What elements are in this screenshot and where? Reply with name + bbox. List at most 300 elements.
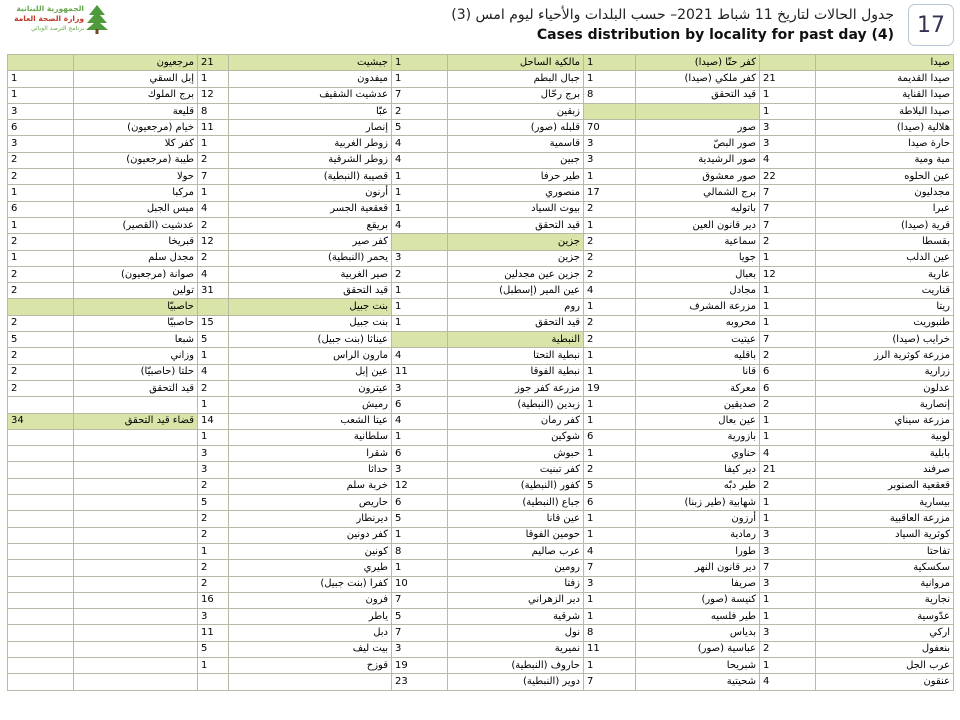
locality-cell: تفاحتا <box>816 543 954 559</box>
locality-cell: مزرعة كفر جوز <box>448 380 584 396</box>
locality-cell: أرزون <box>636 511 760 527</box>
locality-cell: منصوري <box>448 185 584 201</box>
case-count-cell: 8 <box>584 87 636 103</box>
table-row <box>8 543 954 559</box>
table-row <box>8 120 954 136</box>
case-count-cell: 3 <box>8 136 74 152</box>
locality-cell: قيد التحقق <box>229 283 392 299</box>
locality-cell <box>74 592 198 608</box>
case-count-cell: 1 <box>198 543 229 559</box>
case-count-cell: 34 <box>8 413 74 429</box>
case-count-cell: 2 <box>760 641 816 657</box>
locality-cell: عين بعال <box>636 413 760 429</box>
locality-cell: قناريت <box>816 283 954 299</box>
locality-cell: عين الحلوه <box>816 169 954 185</box>
case-count-cell: 2 <box>584 201 636 217</box>
logo-line-2: وزارة الصحة العامة <box>14 14 84 23</box>
case-count-cell: 7 <box>760 185 816 201</box>
locality-cell <box>74 560 198 576</box>
locality-cell: صور معشوق <box>636 169 760 185</box>
case-count-cell: 2 <box>198 576 229 592</box>
locality-cell: عدّوسية <box>816 609 954 625</box>
case-count-cell: 1 <box>392 55 448 71</box>
case-count-cell: 3 <box>760 625 816 641</box>
case-count-cell: 3 <box>8 103 74 119</box>
case-count-cell: 4 <box>760 674 816 690</box>
case-count-cell: 1 <box>198 657 229 673</box>
case-count-cell: 3 <box>760 576 816 592</box>
locality-cell: قصيبة (النبطية) <box>229 169 392 185</box>
case-count-cell: 2 <box>8 234 74 250</box>
locality-cell: خربة سلم <box>229 478 392 494</box>
locality-cell <box>74 495 198 511</box>
locality-cell: دير قانون العين <box>636 217 760 233</box>
locality-cell: صديقين <box>636 397 760 413</box>
page-header <box>0 0 960 52</box>
locality-cell: هلالية (صيدا) <box>816 120 954 136</box>
locality-cell: صيدا القناية <box>816 87 954 103</box>
table-row <box>8 299 954 315</box>
locality-cell: قيد التحقق <box>448 217 584 233</box>
case-count-cell: 2 <box>8 283 74 299</box>
table-row <box>8 478 954 494</box>
case-count-cell <box>8 299 74 315</box>
locality-cell: فرون <box>229 592 392 608</box>
table-row <box>8 315 954 331</box>
case-count-cell: 11 <box>392 364 448 380</box>
table-row <box>8 625 954 641</box>
table-row <box>8 380 954 396</box>
case-count-cell <box>8 560 74 576</box>
locality-cell: قلبله (صور) <box>448 120 584 136</box>
locality-cell: جزين عين مجدلين <box>448 266 584 282</box>
case-count-cell: 5 <box>8 332 74 348</box>
case-count-cell: 7 <box>760 201 816 217</box>
locality-cell: شحيتية <box>636 674 760 690</box>
locality-cell: كفر دونين <box>229 527 392 543</box>
case-count-cell: 1 <box>760 315 816 331</box>
locality-cell: محروبه <box>636 315 760 331</box>
case-count-cell: 12 <box>198 87 229 103</box>
table-row <box>8 657 954 673</box>
locality-cell: صيدا البلاطة <box>816 103 954 119</box>
locality-cell: أرنون <box>229 185 392 201</box>
locality-cell: قعقعية الصنوبر <box>816 478 954 494</box>
locality-cell: زبدين (النبطية) <box>448 397 584 413</box>
locality-cell: طيري <box>229 560 392 576</box>
locality-cell: حاروف (النبطية) <box>448 657 584 673</box>
case-count-cell <box>8 527 74 543</box>
locality-cell: قرية (صيدا) <box>816 217 954 233</box>
case-count-cell: 6 <box>8 120 74 136</box>
locality-cell: قعقعية الجسر <box>229 201 392 217</box>
locality-cell: صور البصّ <box>636 136 760 152</box>
locality-cell: مالكية الساحل <box>448 55 584 71</box>
case-count-cell <box>8 446 74 462</box>
case-count-cell: 1 <box>584 657 636 673</box>
case-count-cell <box>8 609 74 625</box>
case-count-cell <box>8 397 74 413</box>
case-count-cell: 3 <box>760 120 816 136</box>
locality-cell: حاصبيّا <box>74 299 198 315</box>
case-count-cell: 2 <box>198 511 229 527</box>
locality-cell: شوكين <box>448 429 584 445</box>
locality-cell: حومين الفوقا <box>448 527 584 543</box>
locality-cell: قيد التحقق <box>74 380 198 396</box>
case-count-cell: 1 <box>392 201 448 217</box>
case-count-cell: 1 <box>198 136 229 152</box>
table-row <box>8 446 954 462</box>
locality-cell: نبطية التحتا <box>448 348 584 364</box>
locality-cell: عين الدلب <box>816 250 954 266</box>
locality-cell <box>74 674 198 690</box>
case-count-cell: 4 <box>392 348 448 364</box>
case-count-cell: 12 <box>198 234 229 250</box>
case-count-cell: 3 <box>392 380 448 396</box>
case-count-cell: 1 <box>198 348 229 364</box>
locality-cell: قوزح <box>229 657 392 673</box>
locality-cell: عدشيت الشقيف <box>229 87 392 103</box>
locality-cell: عيناثا (بنت جبيل) <box>229 332 392 348</box>
case-count-cell <box>8 495 74 511</box>
case-count-cell <box>392 332 448 348</box>
case-count-cell <box>760 55 816 71</box>
locality-cell <box>74 543 198 559</box>
locality-cell: قانا <box>636 364 760 380</box>
case-count-cell: 1 <box>584 348 636 364</box>
case-count-cell: 2 <box>760 397 816 413</box>
locality-cell: ميفدون <box>229 71 392 87</box>
case-count-cell: 4 <box>584 283 636 299</box>
case-count-cell: 6 <box>8 201 74 217</box>
case-count-cell: 2 <box>584 315 636 331</box>
locality-cell: مجدليون <box>816 185 954 201</box>
ministry-logo <box>10 4 108 36</box>
page-number: 17 <box>908 4 954 46</box>
locality-cell: قاسمية <box>448 136 584 152</box>
locality-cell: نجارية <box>816 592 954 608</box>
cases-table-body <box>8 55 954 691</box>
locality-cell: حداثا <box>229 462 392 478</box>
case-count-cell: 1 <box>760 87 816 103</box>
locality-cell: زوطر الغربية <box>229 136 392 152</box>
case-count-cell: 2 <box>392 103 448 119</box>
case-count-cell: 3 <box>198 446 229 462</box>
case-count-cell: 11 <box>584 641 636 657</box>
locality-cell: صير الغربية <box>229 266 392 282</box>
case-count-cell <box>8 511 74 527</box>
locality-cell: ياطر <box>229 609 392 625</box>
table-row <box>8 234 954 250</box>
case-count-cell: 21 <box>198 55 229 71</box>
case-count-cell: 31 <box>198 283 229 299</box>
locality-cell: ميس الجبل <box>74 201 198 217</box>
case-count-cell: 6 <box>760 380 816 396</box>
locality-cell: زوطر الشرقية <box>229 152 392 168</box>
table-row <box>8 527 954 543</box>
locality-cell <box>636 103 760 119</box>
locality-cell: مزرعة كوثرية الرز <box>816 348 954 364</box>
case-count-cell: 19 <box>392 657 448 673</box>
locality-cell: حارة صيدا <box>816 136 954 152</box>
case-count-cell: 3 <box>392 462 448 478</box>
case-count-cell: 16 <box>198 592 229 608</box>
locality-cell: جبال البطم <box>448 71 584 87</box>
locality-cell: رميش <box>229 397 392 413</box>
locality-cell: رومين <box>448 560 584 576</box>
case-count-cell: 5 <box>584 478 636 494</box>
case-count-cell: 5 <box>198 641 229 657</box>
case-count-cell: 1 <box>584 169 636 185</box>
locality-cell <box>74 429 198 445</box>
locality-cell: يحمر (النبطية) <box>229 250 392 266</box>
case-count-cell: 2 <box>198 250 229 266</box>
locality-cell: كفرا (بنت جبيل) <box>229 576 392 592</box>
locality-cell: جبشيت <box>229 55 392 71</box>
case-count-cell: 1 <box>760 495 816 511</box>
table-row <box>8 169 954 185</box>
table-row <box>8 674 954 690</box>
case-count-cell: 4 <box>392 217 448 233</box>
case-count-cell: 4 <box>584 543 636 559</box>
locality-cell: حلتا (حاصبيّا) <box>74 364 198 380</box>
case-count-cell <box>8 592 74 608</box>
case-count-cell: 1 <box>584 446 636 462</box>
logo-text <box>10 4 84 34</box>
case-count-cell: 8 <box>584 625 636 641</box>
locality-cell: باقليه <box>636 348 760 364</box>
locality-cell: عبرا <box>816 201 954 217</box>
locality-cell: نبطية الفوقا <box>448 364 584 380</box>
case-count-cell: 8 <box>392 543 448 559</box>
locality-cell: بنت جبيل <box>229 299 392 315</box>
case-count-cell: 1 <box>584 364 636 380</box>
logo-line-1: الجمهورية اللبنانية <box>16 4 84 13</box>
case-count-cell: 5 <box>198 332 229 348</box>
locality-cell: صوانة (مرجعيون) <box>74 266 198 282</box>
case-count-cell: 1 <box>760 609 816 625</box>
case-count-cell: 2 <box>584 266 636 282</box>
locality-cell: طير حرفا <box>448 169 584 185</box>
case-count-cell: 2 <box>8 152 74 168</box>
case-count-cell: 1 <box>760 103 816 119</box>
locality-cell: عيتيت <box>636 332 760 348</box>
locality-cell: ريتا <box>816 299 954 315</box>
locality-cell: كوثرية السياد <box>816 527 954 543</box>
locality-cell: دير الزهراني <box>448 592 584 608</box>
table-row <box>8 55 954 71</box>
locality-cell: بيوت السياد <box>448 201 584 217</box>
table-row <box>8 429 954 445</box>
table-row <box>8 413 954 429</box>
locality-cell: خيام (مرجعيون) <box>74 120 198 136</box>
case-count-cell <box>8 657 74 673</box>
case-count-cell <box>8 576 74 592</box>
locality-cell: دوير (النبطية) <box>448 674 584 690</box>
case-count-cell: 1 <box>584 413 636 429</box>
case-count-cell <box>8 462 74 478</box>
table-row <box>8 495 954 511</box>
case-count-cell: 2 <box>760 348 816 364</box>
locality-cell: كفر تبنيت <box>448 462 584 478</box>
case-count-cell: 7 <box>392 592 448 608</box>
cases-table <box>7 54 954 691</box>
locality-cell <box>74 462 198 478</box>
case-count-cell: 6 <box>392 495 448 511</box>
locality-cell: عبّا <box>229 103 392 119</box>
case-count-cell: 3 <box>392 250 448 266</box>
locality-cell: سكسكية <box>816 560 954 576</box>
locality-cell: كفر ملكي (صيدا) <box>636 71 760 87</box>
locality-cell: رمادية <box>636 527 760 543</box>
locality-cell: إبل السقي <box>74 71 198 87</box>
locality-cell: برج الملوك <box>74 87 198 103</box>
locality-cell: طورا <box>636 543 760 559</box>
locality-cell: قيد التحقق <box>448 315 584 331</box>
locality-cell: حاصبيّا <box>74 315 198 331</box>
case-count-cell <box>198 299 229 315</box>
case-count-cell: 3 <box>760 527 816 543</box>
locality-cell: جزين <box>448 234 584 250</box>
locality-cell: لوبية <box>816 429 954 445</box>
case-count-cell: 1 <box>8 87 74 103</box>
case-count-cell: 7 <box>392 625 448 641</box>
locality-cell <box>74 625 198 641</box>
case-count-cell: 2 <box>8 315 74 331</box>
case-count-cell: 6 <box>392 397 448 413</box>
locality-cell: بريقع <box>229 217 392 233</box>
locality-cell: عيترون <box>229 380 392 396</box>
locality-cell: مارون الراس <box>229 348 392 364</box>
locality-cell: خرايب (صيدا) <box>816 332 954 348</box>
case-count-cell: 1 <box>8 217 74 233</box>
case-count-cell: 1 <box>392 71 448 87</box>
table-row <box>8 560 954 576</box>
case-count-cell: 6 <box>584 495 636 511</box>
case-count-cell: 2 <box>584 250 636 266</box>
table-row <box>8 152 954 168</box>
case-count-cell: 1 <box>8 250 74 266</box>
case-count-cell: 1 <box>584 397 636 413</box>
locality-cell: عين المير (إسطبل) <box>448 283 584 299</box>
case-count-cell: 1 <box>760 413 816 429</box>
locality-cell: شقرا <box>229 446 392 462</box>
table-row <box>8 136 954 152</box>
case-count-cell <box>392 234 448 250</box>
locality-cell: بابلية <box>816 446 954 462</box>
case-count-cell: 1 <box>392 560 448 576</box>
case-count-cell: 1 <box>392 299 448 315</box>
case-count-cell: 1 <box>392 185 448 201</box>
case-count-cell: 2 <box>760 478 816 494</box>
table-row <box>8 348 954 364</box>
table-row <box>8 283 954 299</box>
case-count-cell: 3 <box>584 576 636 592</box>
locality-cell: بدياس <box>636 625 760 641</box>
case-count-cell: 2 <box>8 348 74 364</box>
locality-cell: جبين <box>448 152 584 168</box>
table-row <box>8 332 954 348</box>
case-count-cell: 3 <box>584 136 636 152</box>
case-count-cell <box>8 478 74 494</box>
locality-cell: اركي <box>816 625 954 641</box>
case-count-cell: 1 <box>584 609 636 625</box>
locality-cell: صيدا القديمة <box>816 71 954 87</box>
locality-cell: مجادل <box>636 283 760 299</box>
table-row <box>8 250 954 266</box>
locality-cell: زفتا <box>448 576 584 592</box>
case-count-cell: 3 <box>760 543 816 559</box>
table-row <box>8 364 954 380</box>
case-count-cell: 21 <box>760 462 816 478</box>
locality-cell: إنصار <box>229 120 392 136</box>
logo-line-3: برنامج الترصد الوبائي <box>30 25 84 32</box>
case-count-cell: 1 <box>760 299 816 315</box>
locality-cell: بنت جبيل <box>229 315 392 331</box>
case-count-cell: 1 <box>584 217 636 233</box>
case-count-cell: 7 <box>584 674 636 690</box>
locality-cell <box>229 674 392 690</box>
case-count-cell: 23 <box>392 674 448 690</box>
case-count-cell: 3 <box>392 641 448 657</box>
locality-cell: باتوليه <box>636 201 760 217</box>
locality-cell: دير قانون النهر <box>636 560 760 576</box>
table-row <box>8 511 954 527</box>
locality-cell <box>74 478 198 494</box>
case-count-cell: 4 <box>198 201 229 217</box>
locality-cell: كنيسة (صور) <box>636 592 760 608</box>
case-count-cell: 11 <box>198 625 229 641</box>
case-count-cell <box>8 543 74 559</box>
table-row <box>8 103 954 119</box>
locality-cell: كفر صير <box>229 234 392 250</box>
case-count-cell: 5 <box>392 511 448 527</box>
locality-cell: وزاني <box>74 348 198 364</box>
case-count-cell: 1 <box>584 55 636 71</box>
locality-cell: النبطية <box>448 332 584 348</box>
locality-cell: مرجعيون <box>74 55 198 71</box>
case-count-cell: 1 <box>584 299 636 315</box>
locality-cell: مروانية <box>816 576 954 592</box>
table-row <box>8 201 954 217</box>
case-count-cell: 2 <box>392 266 448 282</box>
case-count-cell: 1 <box>760 657 816 673</box>
table-row <box>8 217 954 233</box>
locality-cell: جزين <box>448 250 584 266</box>
case-count-cell: 11 <box>198 120 229 136</box>
case-count-cell: 2 <box>8 169 74 185</box>
case-count-cell: 2 <box>584 462 636 478</box>
locality-cell <box>74 609 198 625</box>
case-count-cell: 2 <box>584 234 636 250</box>
table-row <box>8 641 954 657</box>
case-count-cell: 4 <box>392 152 448 168</box>
locality-cell: مزرعة سيناي <box>816 413 954 429</box>
case-count-cell <box>8 625 74 641</box>
locality-cell: مزرعة العاقبية <box>816 511 954 527</box>
case-count-cell: 2 <box>198 152 229 168</box>
case-count-cell: 6 <box>584 429 636 445</box>
locality-cell: عارية <box>816 266 954 282</box>
cedar-icon <box>86 4 108 34</box>
case-count-cell: 2 <box>198 217 229 233</box>
case-count-cell: 2 <box>760 234 816 250</box>
case-count-cell: 1 <box>198 429 229 445</box>
locality-cell: تولين <box>74 283 198 299</box>
case-count-cell: 3 <box>198 609 229 625</box>
locality-cell: قيد التحقق <box>636 87 760 103</box>
locality-cell: عباسية (صور) <box>636 641 760 657</box>
